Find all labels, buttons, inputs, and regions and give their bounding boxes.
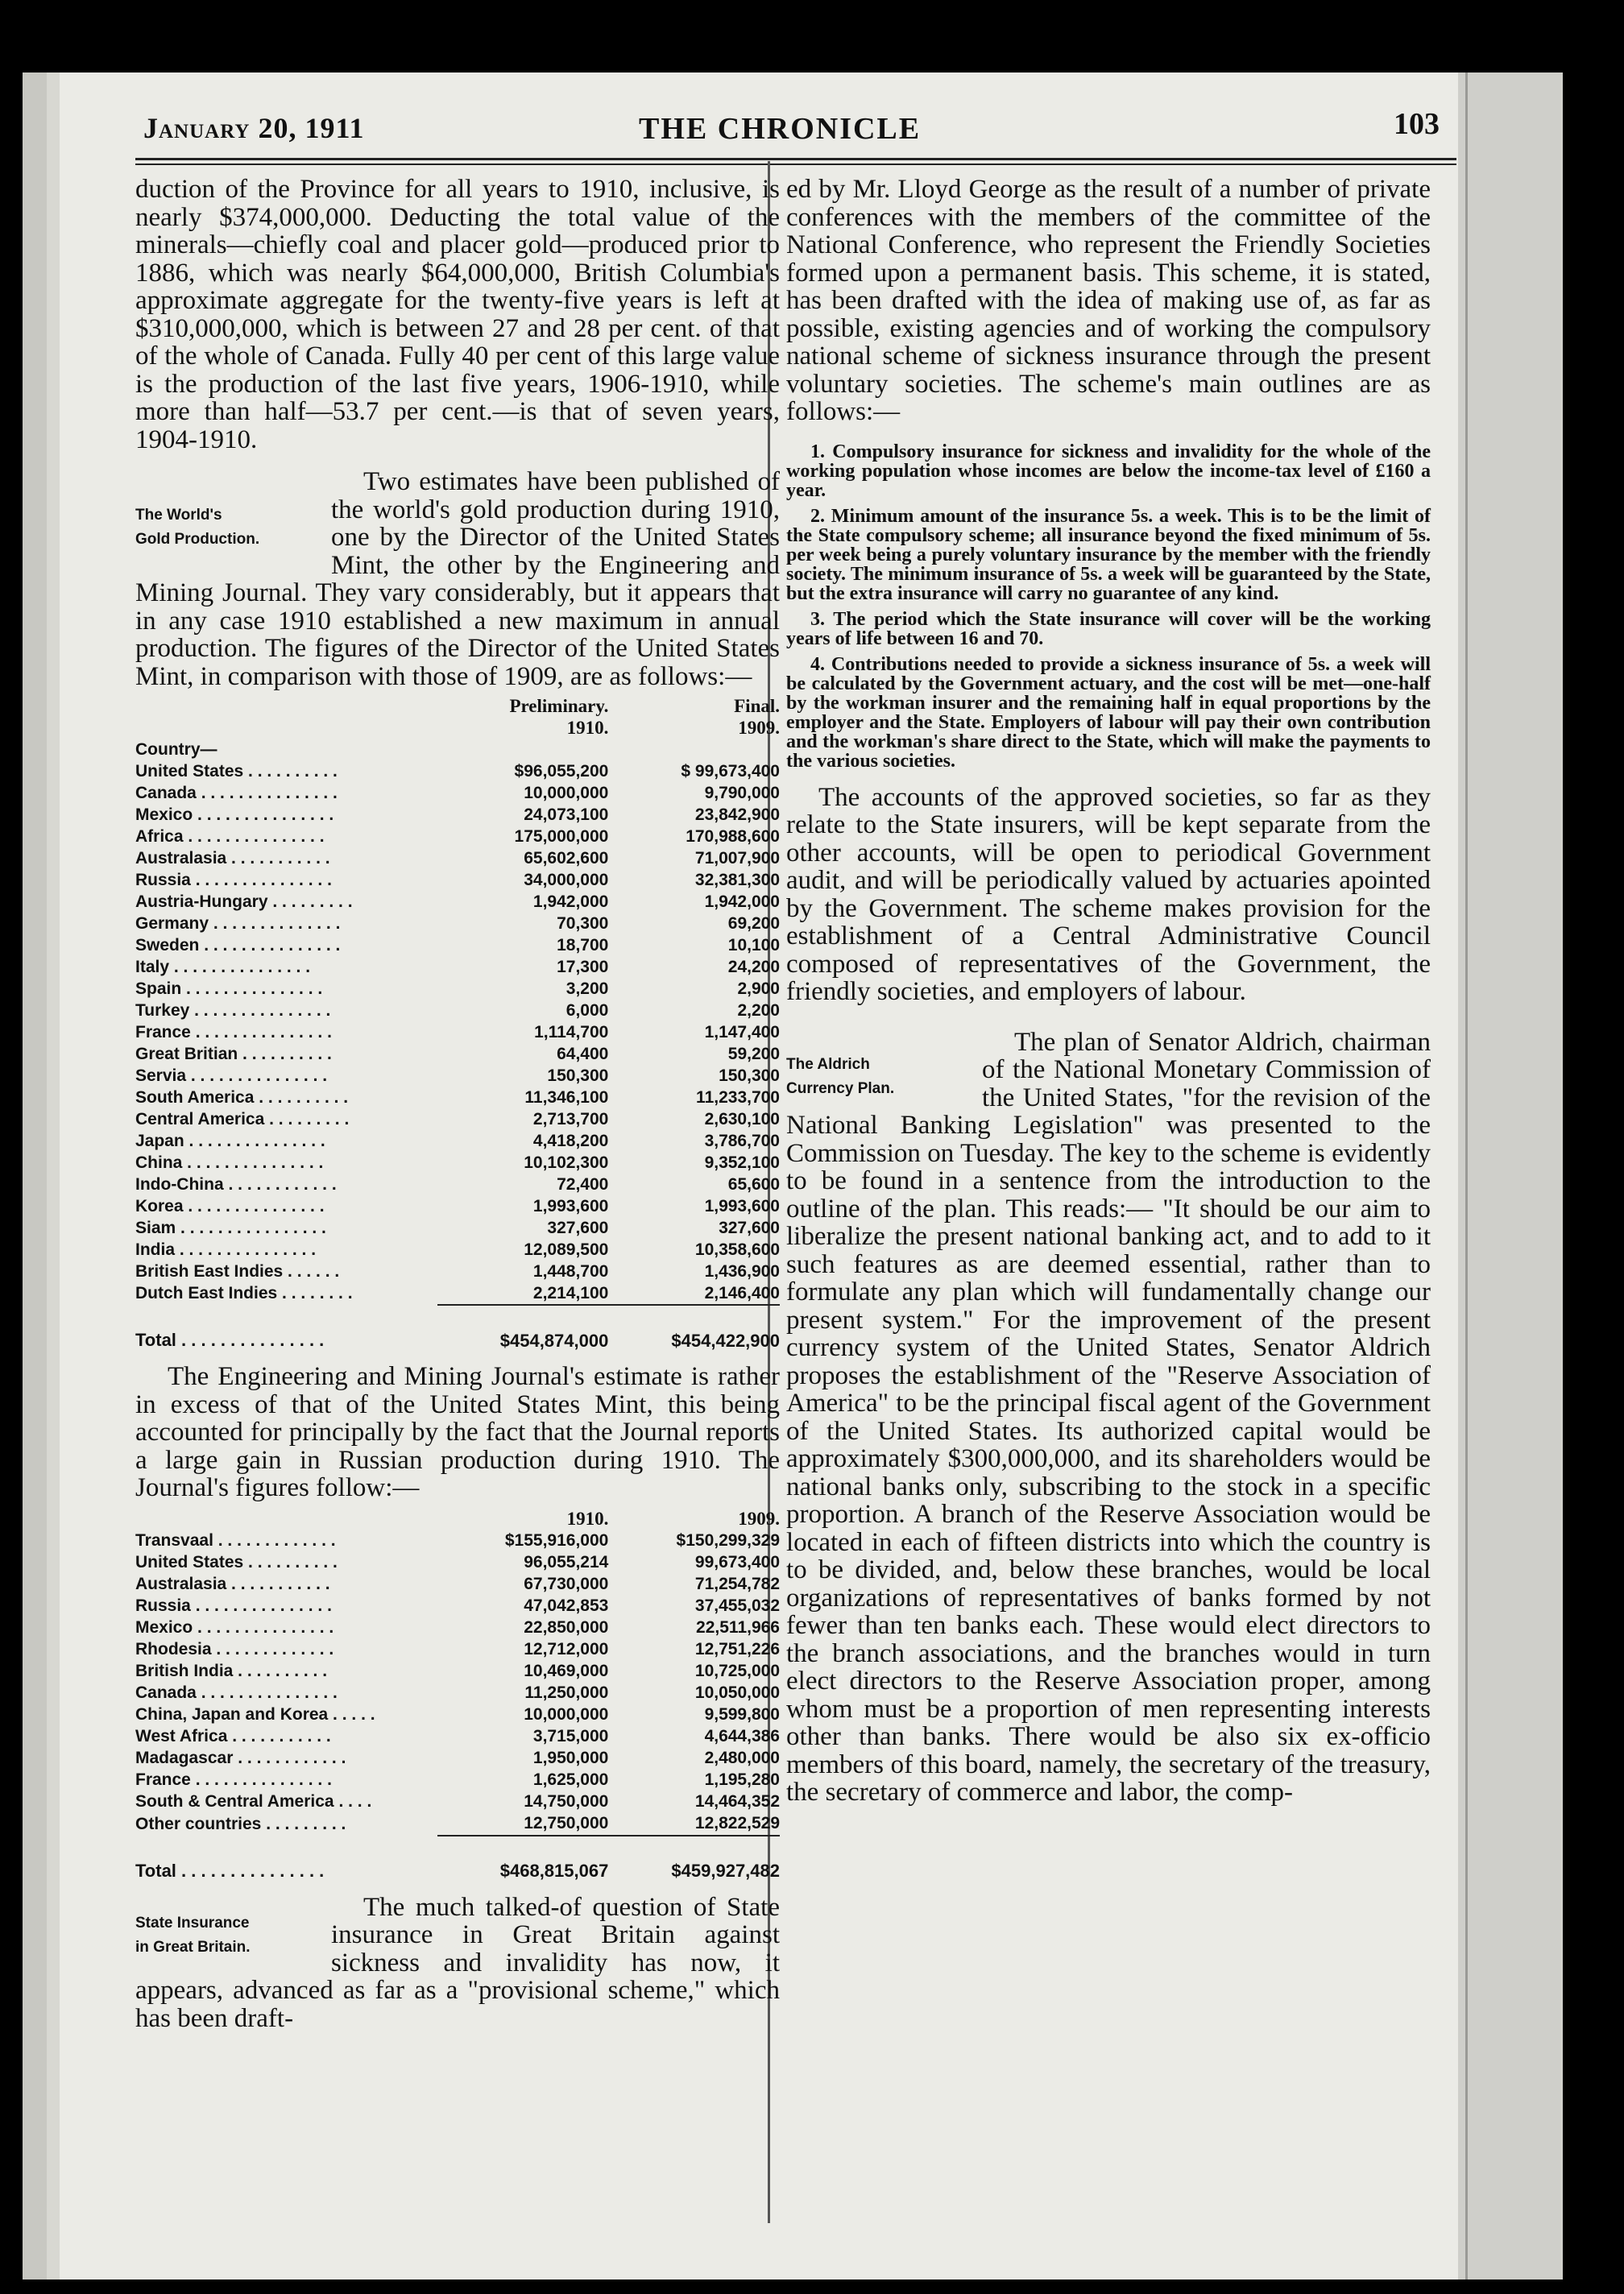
value-1909-cell: 4,644,386 bbox=[704, 1727, 780, 1745]
value-1909-cell: 11,233,700 bbox=[696, 1087, 780, 1107]
value-1909-cell: 12,822,529 bbox=[694, 1814, 780, 1832]
col-head-year: 1910. bbox=[566, 717, 609, 738]
country-cell: Central America . . . . . . . . . bbox=[135, 1109, 350, 1128]
total-label: Total . . . . . . . . . . . . . . . bbox=[135, 1330, 325, 1350]
value-1910-cell: 150,300 bbox=[547, 1066, 609, 1085]
table-row bbox=[135, 1087, 780, 1108]
value-1909-cell: 1,993,600 bbox=[704, 1196, 780, 1215]
table-row bbox=[135, 1108, 780, 1130]
value-1909-cell: 10,050,000 bbox=[694, 1683, 780, 1702]
value-1910-cell: 2,214,100 bbox=[532, 1283, 609, 1302]
table-row bbox=[135, 1282, 780, 1305]
table-row bbox=[135, 1021, 780, 1043]
outline-item: 3. The period which the State insurance will cover will be the working years of life between 16 and 70. bbox=[786, 608, 1431, 649]
value-1909-cell: 2,900 bbox=[737, 979, 780, 998]
country-cell: Germany . . . . . . . . . . . . . . bbox=[135, 913, 341, 933]
country-cell: South America . . . . . . . . . . bbox=[135, 1087, 349, 1107]
table-row bbox=[135, 760, 780, 782]
sidebar-world-gold bbox=[135, 503, 317, 552]
right-paragraph-1: ed by Mr. Lloyd George as the result of a number of private conferences with the members of the committee of the National Conference, who represent the Friendly Societies formed upon a permanent basis. This scheme, it is stated, has been drafted with the idea of making use of, as far as possible, existing agencies and of working the compulsory national scheme of sickness insurance through the present voluntary societies. The scheme's main outlines are as follows:— bbox=[786, 175, 1431, 426]
country-cell: British India . . . . . . . . . . bbox=[135, 1662, 328, 1680]
country-cell: China . . . . . . . . . . . . . . . bbox=[135, 1153, 324, 1172]
header-title: THE CHRONICLE bbox=[639, 112, 922, 146]
table-header-row bbox=[135, 717, 780, 739]
value-1909-cell: 32,381,300 bbox=[694, 870, 780, 889]
table-row bbox=[135, 1791, 780, 1813]
value-1910-cell: 10,000,000 bbox=[524, 1705, 609, 1724]
country-head: Country— bbox=[135, 739, 218, 759]
table-row bbox=[135, 1617, 780, 1639]
country-cell: Transvaal . . . . . . . . . . . . . bbox=[135, 1531, 336, 1550]
table-total-row bbox=[135, 1305, 780, 1352]
table-row bbox=[135, 1748, 780, 1770]
country-cell: West Africa . . . . . . . . . . . bbox=[135, 1727, 331, 1745]
table-row bbox=[135, 1530, 780, 1552]
outline-item: 2. Minimum amount of the insurance 5s. a week. This is to be the limit of the State compulsory scheme; all insurance beyond the fixed minimum of 5s. per week being a purely voluntary insurance by the member with the friendly society. The minimum insurance of 5s. a week will be guaranteed by the State, but the extra insurance will carry no guarantee of any kind. bbox=[786, 505, 1431, 604]
table-row bbox=[135, 1704, 780, 1726]
value-1910-cell: 17,300 bbox=[557, 957, 609, 976]
value-1909-cell: $150,299,329 bbox=[676, 1531, 780, 1550]
country-cell: Turkey . . . . . . . . . . . . . . . bbox=[135, 1000, 331, 1020]
page-fold-line bbox=[1465, 72, 1468, 2280]
sidebar-state-insurance bbox=[135, 1911, 317, 1960]
table-row bbox=[135, 1217, 780, 1239]
value-1910-cell: 1,950,000 bbox=[532, 1749, 609, 1767]
country-cell: Canada . . . . . . . . . . . . . . . bbox=[135, 783, 338, 802]
table-row bbox=[135, 1770, 780, 1791]
journal-gold-table bbox=[135, 1509, 780, 1882]
value-1909-cell: 2,630,100 bbox=[704, 1109, 780, 1128]
value-1910-cell: 1,114,700 bbox=[534, 1022, 609, 1041]
value-1909-cell: 9,352,100 bbox=[704, 1153, 780, 1172]
table-row bbox=[135, 1065, 780, 1087]
table-header-row bbox=[135, 739, 780, 760]
country-cell: Africa . . . . . . . . . . . . . . . bbox=[135, 826, 325, 846]
left-paragraph-2: Two estimates have been published of the world's gold production during 1910, one by the Director of the United States Mint, the other by the Engineering and Mining Journal. They vary considerably, but it appears that in any case 1910 established a new maximum in annual production. The figures of the Director of the United States Mint, in comparison with those of 1909, are as follows:— bbox=[135, 467, 780, 691]
value-1910-cell: 11,250,000 bbox=[524, 1683, 609, 1702]
outline-item: 4. Contributions needed to provide a sickness insurance of 5s. a week will be calculated by the Government actuary, and the cost will be met—one-half by the workman insurer and the remaining half in equal proportions by the employer and the State. Employers of labour will pay their own contribution and the workman's share direct to the State, which will make the payments to the various societies. bbox=[786, 653, 1431, 772]
table-row bbox=[135, 804, 780, 826]
table-header-row bbox=[135, 1509, 780, 1530]
col-head-prelim: Preliminary. bbox=[509, 695, 609, 716]
country-cell: Servia . . . . . . . . . . . . . . . bbox=[135, 1066, 328, 1085]
value-1910-cell: 67,730,000 bbox=[524, 1575, 609, 1593]
country-cell: Other countries . . . . . . . . . bbox=[135, 1814, 346, 1833]
table-row bbox=[135, 1683, 780, 1704]
table-row bbox=[135, 1043, 780, 1065]
state-insurance-section bbox=[135, 1894, 780, 2033]
page-spine-edge bbox=[47, 72, 60, 2280]
left-paragraph-1: duction of the Province for all years to 1910, inclusive, is nearly $374,000,000. Deducting the total value of the minerals—chiefly coal and placer gold—produced prior to 1886, which was nearly $64,000,000, British Columbia's approximate aggregate for the twenty-five years is left at $310,000,000, which is between 27 and 28 per cent. of that of the whole of Canada. Fully 40 per cent of this large value is the production of the last five years, 1906-1910, while more than half—53.7 per cent.—is that of seven years, 1904-1910. bbox=[135, 175, 780, 454]
table-row bbox=[135, 1130, 780, 1152]
table-row bbox=[135, 1726, 780, 1748]
right-paragraph-2: The accounts of the approved societies, so far as they relate to the State insurers, will be kept separate from the other accounts, will be open to periodical Government audit, and will be periodically valued by actuaries apointed by the Government. The scheme makes provision for the establishment of a Central Administrative Council composed of representatives of the Government, the friendly societies, and employers of labour. bbox=[786, 782, 1431, 1006]
country-cell: Mexico . . . . . . . . . . . . . . . bbox=[135, 1618, 334, 1637]
country-cell: Russia . . . . . . . . . . . . . . . bbox=[135, 870, 332, 889]
col-head-1910: 1910. bbox=[566, 1509, 609, 1529]
table-row bbox=[135, 1596, 780, 1617]
country-cell: Korea . . . . . . . . . . . . . . . bbox=[135, 1196, 325, 1215]
country-cell: France . . . . . . . . . . . . . . . bbox=[135, 1770, 332, 1789]
value-1910-cell: 10,102,300 bbox=[524, 1153, 609, 1172]
value-1909-cell: 10,358,600 bbox=[694, 1240, 780, 1259]
value-1910-cell: 64,400 bbox=[557, 1044, 609, 1063]
sidebar-line: Currency Plan. bbox=[786, 1079, 895, 1097]
left-column bbox=[135, 176, 780, 2032]
value-1909-cell: 65,600 bbox=[727, 1174, 780, 1194]
value-1910-cell: 1,942,000 bbox=[532, 892, 609, 911]
value-1910-cell: 1,993,600 bbox=[532, 1196, 609, 1215]
value-1909-cell: 99,673,400 bbox=[694, 1553, 780, 1571]
value-1910-cell: 96,055,214 bbox=[524, 1553, 609, 1571]
value-1910-cell: 14,750,000 bbox=[524, 1792, 609, 1811]
sidebar-line: State Insurance bbox=[135, 1914, 250, 1932]
country-cell: Rhodesia . . . . . . . . . . . . . bbox=[135, 1640, 334, 1658]
value-1909-cell: 10,725,000 bbox=[694, 1662, 780, 1680]
table-row bbox=[135, 1813, 780, 1836]
value-1910-cell: 12,089,500 bbox=[524, 1240, 609, 1259]
value-1910-cell: 3,715,000 bbox=[532, 1727, 609, 1745]
value-1910-cell: 12,750,000 bbox=[524, 1814, 609, 1832]
sidebar-line: The Aldrich bbox=[786, 1055, 870, 1073]
sidebar-line: in Great Britain. bbox=[135, 1938, 251, 1956]
value-1909-cell: 59,200 bbox=[727, 1044, 780, 1063]
table-row bbox=[135, 956, 780, 978]
table-total-row bbox=[135, 1836, 780, 1882]
sidebar-line: The World's bbox=[135, 507, 222, 524]
table-row bbox=[135, 1239, 780, 1261]
header-rule-bottom bbox=[135, 164, 1456, 165]
country-cell: India . . . . . . . . . . . . . . . bbox=[135, 1240, 317, 1259]
total-1909: $459,927,482 bbox=[608, 1836, 780, 1882]
value-1910-cell: 72,400 bbox=[557, 1174, 609, 1194]
total-1910: $468,815,067 bbox=[437, 1836, 609, 1882]
table-row bbox=[135, 934, 780, 956]
value-1909-cell: 37,455,032 bbox=[694, 1596, 780, 1615]
value-1910-cell: 10,000,000 bbox=[524, 783, 609, 802]
country-cell: Siam . . . . . . . . . . . . . . . . bbox=[135, 1218, 326, 1237]
value-1909-cell: 69,200 bbox=[727, 913, 780, 933]
right-column bbox=[786, 176, 1431, 1807]
value-1910-cell: 4,418,200 bbox=[532, 1131, 609, 1150]
value-1910-cell: 22,850,000 bbox=[524, 1618, 609, 1637]
value-1909-cell: 3,786,700 bbox=[704, 1131, 780, 1150]
value-1910-cell: 175,000,000 bbox=[514, 826, 609, 846]
country-cell: Mexico . . . . . . . . . . . . . . . bbox=[135, 805, 334, 824]
country-cell: United States . . . . . . . . . . bbox=[135, 761, 338, 781]
value-1909-cell: 2,200 bbox=[737, 1000, 780, 1020]
page-right-edge bbox=[1458, 72, 1563, 2280]
table-row bbox=[135, 913, 780, 934]
header-date: January 20, 1911 bbox=[143, 112, 365, 144]
value-1909-cell: 23,842,900 bbox=[694, 805, 780, 824]
country-cell: United States . . . . . . . . . . bbox=[135, 1553, 338, 1571]
value-1910-cell: 10,469,000 bbox=[524, 1662, 609, 1680]
col-head-1909: 1909. bbox=[738, 1509, 780, 1529]
world-gold-section bbox=[135, 468, 780, 690]
right-paragraph-3: The plan of Senator Aldrich, chairman of the National Monetary Commission of the United States, "for the revision of the National Banking Legislation" was presented to the Commission on Tuesday. The key to the scheme is evidently to be found in a sentence from the introduction to the outline of the plan. This reads:— "It should be our aim to liberalize the present national banking act, and to add to it such features as are deemed essential, rather than to formulate any plan which will fundamentally change our present system." For the improvement of the present currency system of the United States, Senator Aldrich proposes the establishment of the "Reserve Association of America" to be the principal fiscal agent of the Government of the United States. Its authorized capital would be approximately $300,000,000, and its shareholders would be national banks only, subscribing to the stock in a specific proportion. A branch of the Reserve Association would be located in each of fifteen districts into which the country is to be divided, and, below these branches, would be local organizations of representatives of banks formed by not fewer than ten banks each. These would elect directors to the branch associations, and the branches would in turn elect directors to the Reserve Association proper, among whom must be a proportion of men representing interests other than banks. There would be also six ex-officio members of this board, namely, the secretary of the treasury, the secretary of commerce and labor, the comp- bbox=[786, 1027, 1431, 1807]
value-1910-cell: 6,000 bbox=[566, 1000, 609, 1020]
value-1910-cell: 24,073,100 bbox=[524, 805, 609, 824]
newspaper-page bbox=[23, 72, 1563, 2280]
table-header-row bbox=[135, 695, 780, 717]
country-cell: Australasia . . . . . . . . . . . bbox=[135, 848, 330, 867]
value-1910-cell: 11,346,100 bbox=[524, 1087, 609, 1107]
table-row bbox=[135, 826, 780, 847]
country-cell: Russia . . . . . . . . . . . . . . . bbox=[135, 1596, 332, 1615]
total-1910: $454,874,000 bbox=[437, 1305, 609, 1352]
value-1909-cell: 71,007,900 bbox=[694, 848, 780, 867]
country-cell: China, Japan and Korea . . . . . bbox=[135, 1705, 375, 1724]
outline-item: 1. Compulsory insurance for sickness and invalidity for the whole of the working population whose incomes are below the income-tax level of £160 a year. bbox=[786, 441, 1431, 501]
table-row bbox=[135, 847, 780, 869]
table-row bbox=[135, 1261, 780, 1282]
country-cell: Australasia . . . . . . . . . . . bbox=[135, 1575, 330, 1593]
value-1910-cell: 70,300 bbox=[557, 913, 609, 933]
value-1910-cell: 1,448,700 bbox=[532, 1261, 609, 1281]
value-1909-cell: 71,254,782 bbox=[694, 1575, 780, 1593]
value-1909-cell: 1,942,000 bbox=[704, 892, 780, 911]
value-1909-cell: 1,436,900 bbox=[704, 1261, 780, 1281]
value-1909-cell: 1,195,280 bbox=[704, 1770, 780, 1789]
country-cell: Japan . . . . . . . . . . . . . . . bbox=[135, 1131, 325, 1150]
country-cell: South & Central America . . . . bbox=[135, 1792, 372, 1811]
value-1909-cell: 12,751,226 bbox=[694, 1640, 780, 1658]
aldrich-section bbox=[786, 1029, 1431, 1807]
table-row bbox=[135, 1552, 780, 1574]
total-label: Total . . . . . . . . . . . . . . . bbox=[135, 1860, 325, 1881]
col-head-year: 1909. bbox=[738, 717, 780, 738]
table-row bbox=[135, 1152, 780, 1174]
insurance-outline-list bbox=[786, 442, 1431, 771]
left-paragraph-4: The much talked-of question of State insurance in Great Britain against sickness and invalidity has now, it appears, advanced as far as a "provisional scheme," which has been draft- bbox=[135, 1892, 780, 2033]
country-cell: Canada . . . . . . . . . . . . . . . bbox=[135, 1683, 338, 1702]
value-1909-cell: 9,790,000 bbox=[704, 783, 780, 802]
value-1910-cell: 47,042,853 bbox=[524, 1596, 609, 1615]
table-row bbox=[135, 1195, 780, 1217]
value-1909-cell: 10,100 bbox=[727, 935, 780, 954]
mint-gold-table bbox=[135, 695, 780, 1352]
value-1909-cell: 24,200 bbox=[727, 957, 780, 976]
country-cell: Great Britian . . . . . . . . . . bbox=[135, 1044, 332, 1063]
country-cell: Dutch East Indies . . . . . . . . bbox=[135, 1284, 353, 1302]
header-rule-top bbox=[135, 158, 1456, 160]
table-row bbox=[135, 1000, 780, 1021]
sidebar-line: Gold Production. bbox=[135, 531, 260, 548]
country-cell: Italy . . . . . . . . . . . . . . . bbox=[135, 957, 311, 976]
country-cell: France . . . . . . . . . . . . . . . bbox=[135, 1022, 332, 1041]
country-cell: Austria-Hungary . . . . . . . . . bbox=[135, 892, 353, 911]
value-1909-cell: 150,300 bbox=[719, 1066, 780, 1085]
value-1909-cell: $ 99,673,400 bbox=[681, 761, 780, 781]
col-head-final: Final. bbox=[734, 695, 780, 716]
value-1910-cell: $155,916,000 bbox=[504, 1531, 609, 1550]
value-1909-cell: 2,146,400 bbox=[704, 1283, 780, 1302]
total-1909: $454,422,900 bbox=[608, 1305, 780, 1352]
sidebar-aldrich bbox=[786, 1053, 967, 1101]
value-1909-cell: 9,599,800 bbox=[704, 1705, 780, 1724]
header-page-number: 103 bbox=[1394, 107, 1440, 141]
table-row bbox=[135, 1574, 780, 1596]
country-cell: British East Indies . . . . . . bbox=[135, 1261, 340, 1281]
value-1910-cell: 2,713,700 bbox=[532, 1109, 609, 1128]
table-row bbox=[135, 869, 780, 891]
country-cell: Sweden . . . . . . . . . . . . . . . bbox=[135, 935, 341, 954]
table-row bbox=[135, 1174, 780, 1195]
page-spine-shadow bbox=[23, 72, 47, 2280]
value-1910-cell: 18,700 bbox=[557, 935, 609, 954]
value-1910-cell: $96,055,200 bbox=[514, 761, 609, 781]
value-1909-cell: 327,600 bbox=[719, 1218, 780, 1237]
value-1910-cell: 327,600 bbox=[547, 1218, 609, 1237]
value-1910-cell: 34,000,000 bbox=[524, 870, 609, 889]
country-cell: Spain . . . . . . . . . . . . . . . bbox=[135, 979, 323, 998]
table-row bbox=[135, 978, 780, 1000]
country-cell: Madagascar . . . . . . . . . . . . bbox=[135, 1749, 346, 1767]
value-1909-cell: 22,511,966 bbox=[696, 1618, 780, 1637]
value-1909-cell: 2,480,000 bbox=[704, 1749, 780, 1767]
value-1910-cell: 1,625,000 bbox=[532, 1770, 609, 1789]
country-cell: Indo-China . . . . . . . . . . . . bbox=[135, 1174, 337, 1194]
table-row bbox=[135, 891, 780, 913]
value-1910-cell: 3,200 bbox=[566, 979, 609, 998]
value-1910-cell: 65,602,600 bbox=[524, 848, 609, 867]
value-1909-cell: 170,988,600 bbox=[686, 826, 780, 846]
value-1910-cell: 12,712,000 bbox=[524, 1640, 609, 1658]
table-row bbox=[135, 1661, 780, 1683]
value-1909-cell: 1,147,400 bbox=[704, 1022, 780, 1041]
left-paragraph-3: The Engineering and Mining Journal's estimate is rather in excess of that of the United States Mint, this being accounted for principally by the fact that the Journal reports a large gain in Russian production during 1910. The Journal's figures follow:— bbox=[135, 1362, 780, 1502]
table-row bbox=[135, 1639, 780, 1661]
value-1909-cell: 14,464,352 bbox=[694, 1792, 780, 1811]
table-row bbox=[135, 782, 780, 804]
